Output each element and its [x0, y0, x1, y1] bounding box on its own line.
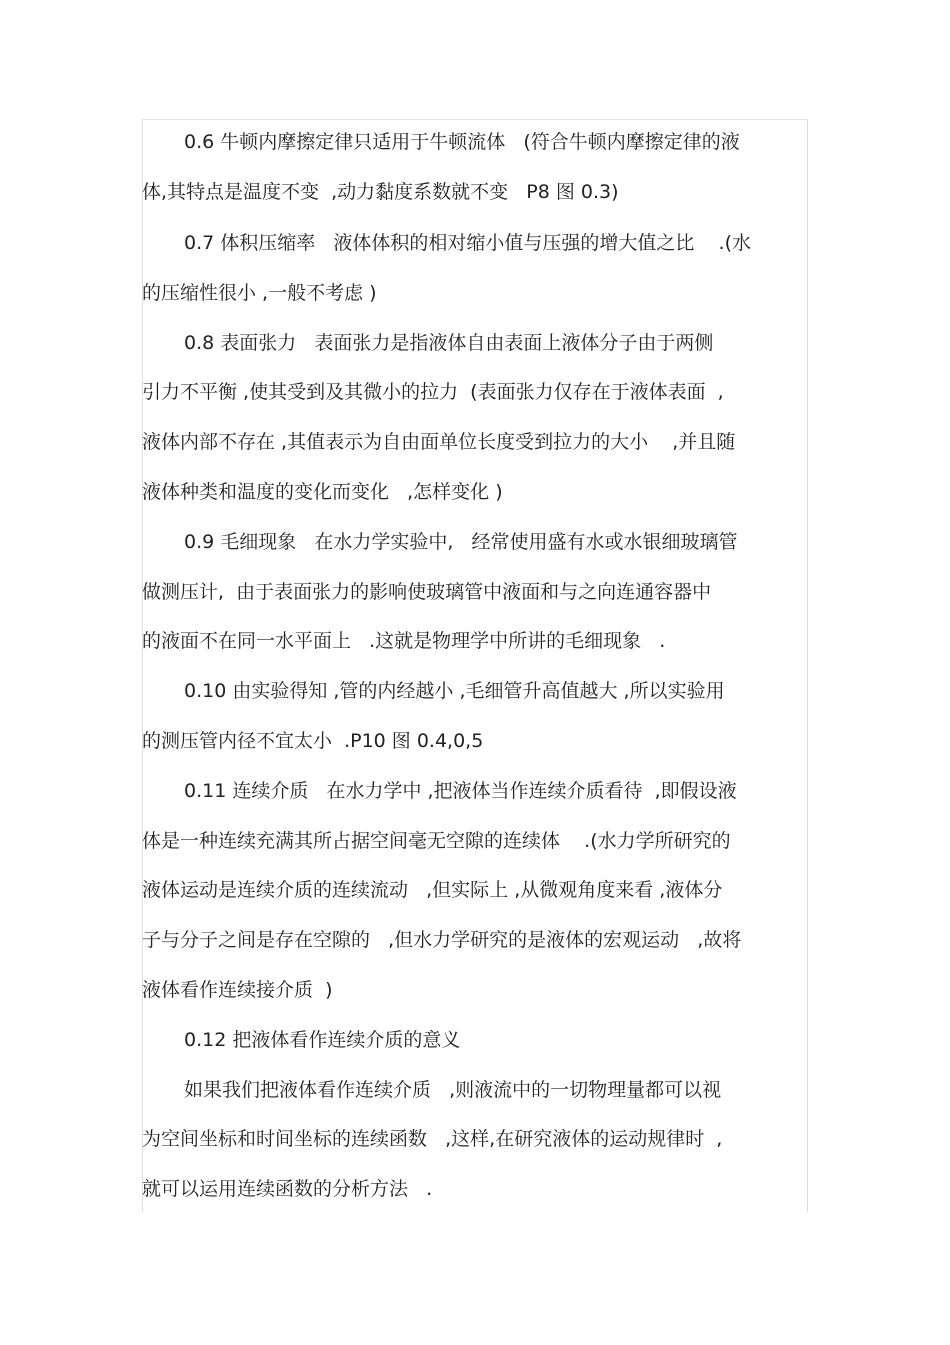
paragraph-0-7-line-1: 0.7 体积压缩率 液体体积的相对缩小值与压强的增大值之比 .(水	[184, 232, 751, 254]
paragraph-0-9-line-2: 做测压计, 由于表面张力的影响使玻璃管中液面和与之向连通容器中	[142, 581, 712, 603]
paragraph-0-6-line-1: 0.6 牛顿内摩擦定律只适用于牛顿流体 (符合牛顿内摩擦定律的液	[184, 131, 740, 153]
paragraph-0-8-line-3: 液体内部不存在 ,其值表示为自由面单位长度受到拉力的大小 ,并且随	[142, 431, 736, 453]
paragraph-0-10-line-2: 的测压管内径不宜太小 .P10 图 0.4,0,5	[142, 730, 484, 752]
paragraph-0-11-line-2: 体是一种连续充满其所占据空间毫无空隙的连续体 .(水力学所研究的	[142, 830, 731, 852]
paragraph-0-9-line-3: 的液面不在同一水平面上 .这就是物理学中所讲的毛细现象 .	[142, 630, 666, 652]
paragraph-0-9-line-1: 0.9 毛细现象 在水力学实验中, 经常使用盛有水或水银细玻璃管	[184, 531, 738, 553]
paragraph-0-8-line-2: 引力不平衡 ,使其受到及其微小的拉力 (表面张力仅存在于液体表面 ,	[142, 381, 724, 403]
paragraph-0-8-line-4: 液体种类和温度的变化而变化 ,怎样变化 )	[142, 481, 503, 503]
paragraph-0-7-line-2: 的压缩性很小 ,一般不考虑 )	[142, 282, 377, 304]
paragraph-0-11-line-1: 0.11 连续介质 在水力学中 ,把液体当作连续介质看待 ,即假设液	[184, 780, 737, 802]
paragraph-continuum-meaning-line-3: 就可以运用连续函数的分析方法 .	[142, 1178, 433, 1200]
paragraph-0-12-heading: 0.12 把液体看作连续介质的意义	[184, 1029, 461, 1051]
paragraph-0-11-line-3: 液体运动是连续介质的连续流动 ,但实际上 ,从微观角度来看 ,液体分	[142, 879, 723, 901]
paragraph-0-11-line-5: 液体看作连续接介质 )	[142, 979, 333, 1001]
paragraph-0-10-line-1: 0.10 由实验得知 ,管的内经越小 ,毛细管升高值越大 ,所以实验用	[184, 680, 725, 702]
paragraph-0-6-line-2: 体,其特点是温度不变 ,动力黏度系数就不变 P8 图 0.3)	[142, 181, 619, 203]
paragraph-0-8-line-1: 0.8 表面张力 表面张力是指液体自由表面上液体分子由于两侧	[184, 332, 714, 354]
paragraph-0-11-line-4: 子与分子之间是存在空隙的 ,但水力学研究的是液体的宏观运动 ,故将	[142, 929, 742, 951]
paragraph-continuum-meaning-line-2: 为空间坐标和时间坐标的连续函数 ,这样,在研究液体的运动规律时 ,	[142, 1128, 723, 1150]
paragraph-continuum-meaning-line-1: 如果我们把液体看作连续介质 ,则液流中的一切物理量都可以视	[184, 1079, 722, 1101]
